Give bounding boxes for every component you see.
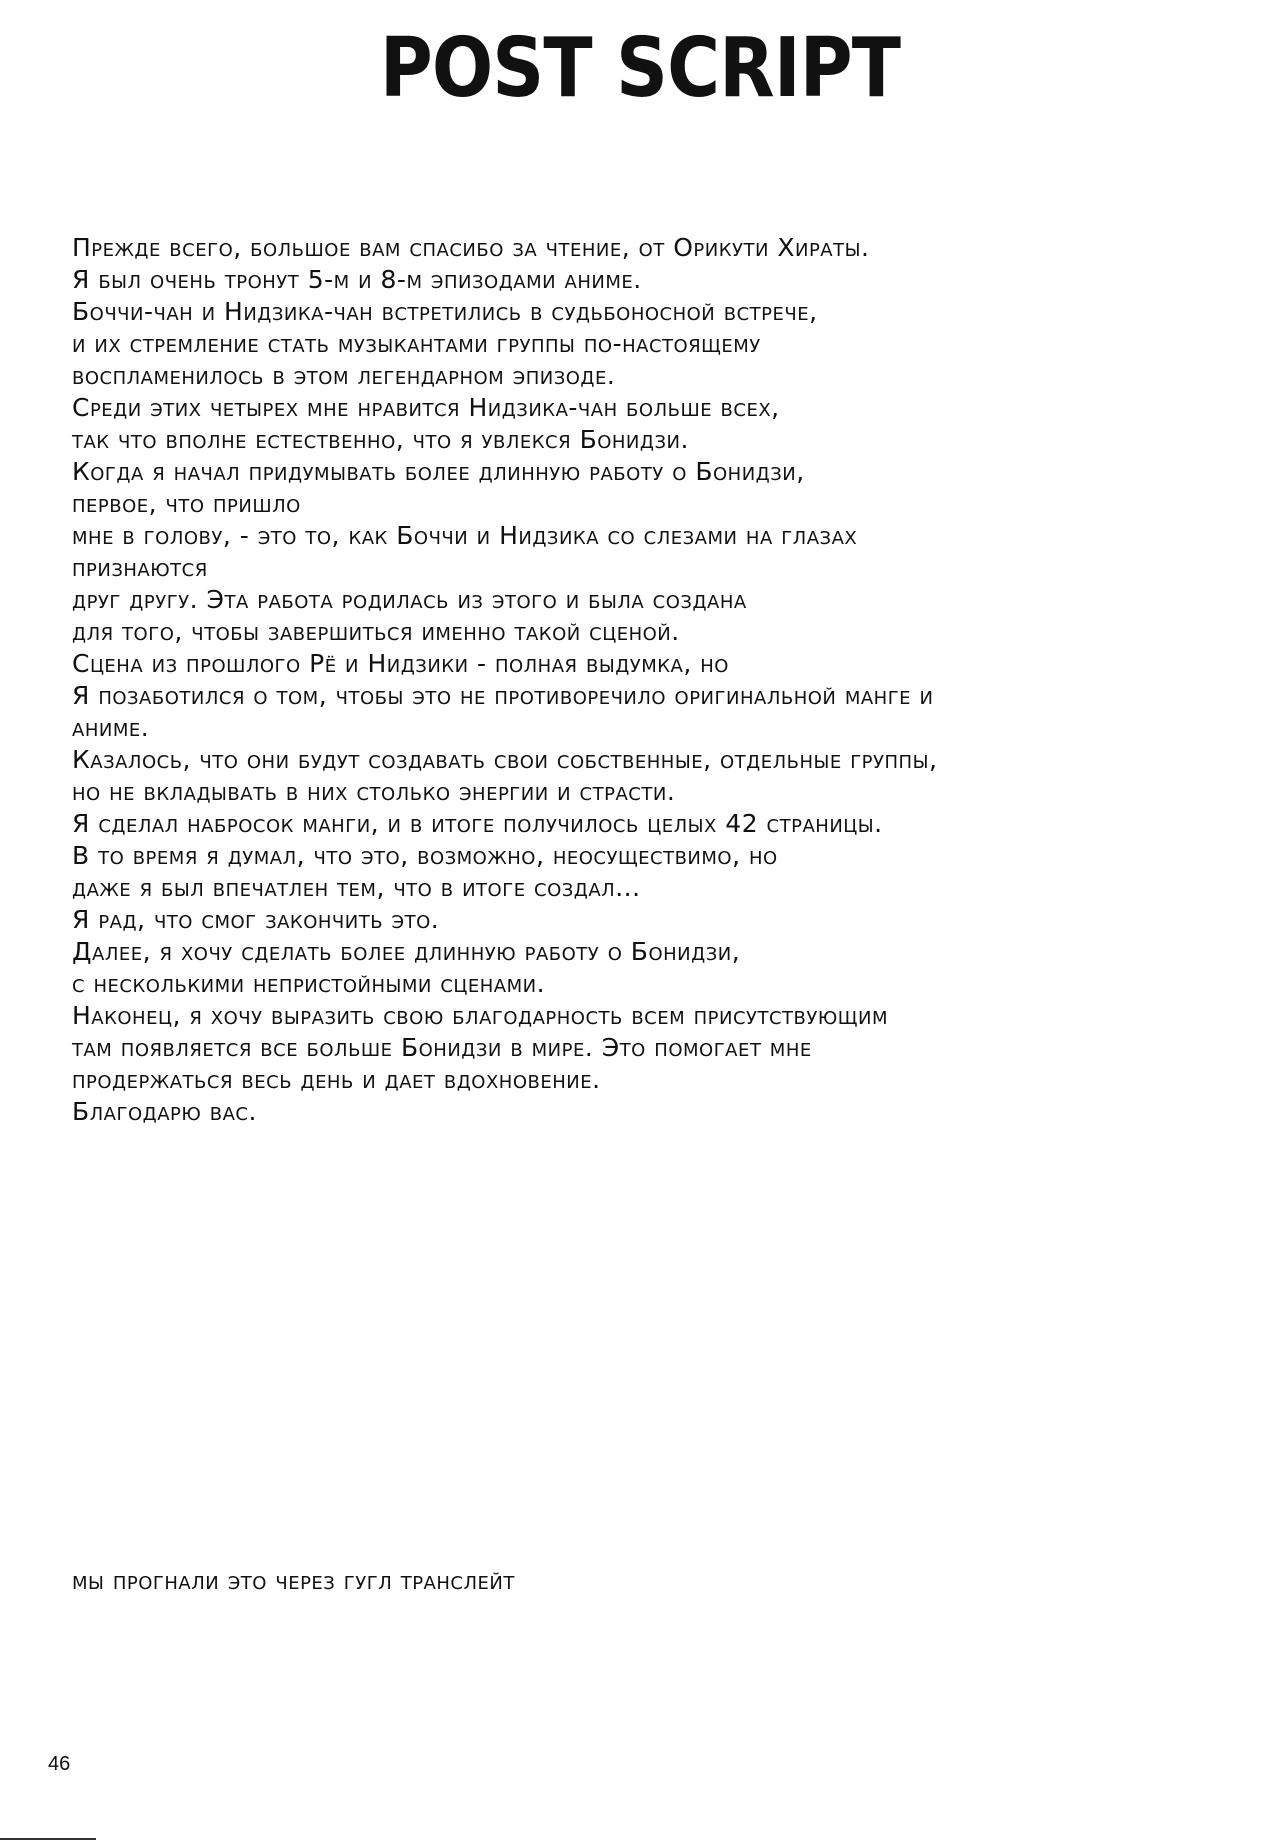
body-line: даже я был впечатлен тем, что в итоге создал... — [72, 873, 641, 902]
bottom-rule — [0, 1838, 96, 1840]
translator-note: мы прогнали это через гугл транслейт — [72, 1566, 515, 1595]
body-line: друг другу. Эта работа родилась из этого и была создана — [72, 585, 747, 614]
body-line: Казалось, что они будут создавать свои собственные, отдельные группы, — [72, 745, 938, 774]
body-line: Боччи-чан и Нидзика-чан встретились в судьбоносной встрече, — [72, 297, 818, 326]
body-line: Далее, я хочу сделать более длинную работу о Бонидзи, — [72, 937, 741, 966]
body-line: мне в голову, - это то, как Боччи и Нидзика со слезами на глазах — [72, 521, 858, 550]
body-line: но не вкладывать в них столько энергии и страсти. — [72, 777, 676, 806]
body-line: для того, чтобы завершиться именно такой сценой. — [72, 617, 680, 646]
body-line: продержаться весь день и дает вдохновение. — [72, 1065, 601, 1094]
body-line: Я сделал набросок манги, и в итоге получилось целых 42 страницы. — [72, 809, 883, 838]
body-line: Я был очень тронут 5-м и 8-м эпизодами аниме. — [72, 265, 642, 294]
body-line: Наконец, я хочу выразить свою благодарность всем присутствующим — [72, 1001, 888, 1030]
body-line: Среди этих четырех мне нравится Нидзика-чан больше всех, — [72, 393, 780, 422]
page-number: 46 — [48, 1753, 71, 1775]
body-line: Я рад, что смог закончить это. — [72, 905, 440, 934]
body-line: и их стремление стать музыкантами группы по-настоящему — [72, 329, 761, 358]
body-line: Прежде всего, большое вам спасибо за чтение, от Орикути Хираты. — [72, 233, 870, 262]
body-line: В то время я думал, что это, возможно, неосуществимо, но — [72, 841, 778, 870]
body-line: с несколькими непристойными сценами. — [72, 969, 546, 998]
page-title: POST SCRIPT — [379, 21, 901, 116]
body-line: Я позаботился о том, чтобы это не противоречило оригинальной манге и — [72, 681, 934, 710]
postscript-body — [72, 232, 1267, 1128]
body-line: Благодарю вас. — [72, 1097, 257, 1126]
body-line: воспламенилось в этом легендарном эпизоде. — [72, 361, 616, 390]
body-line: признаются — [72, 553, 208, 582]
body-line: там появляется все больше Бонидзи в мире. Это помогает мне — [72, 1033, 812, 1062]
body-line: первое, что пришло — [72, 489, 301, 518]
body-line: Когда я начал придумывать более длинную работу о Бонидзи, — [72, 457, 805, 486]
body-line: так что вполне естественно, что я увлекся Бонидзи. — [72, 425, 689, 454]
body-line: аниме. — [72, 713, 150, 742]
body-line: Сцена из прошлого Рё и Нидзики - полная выдумка, но — [72, 649, 729, 678]
